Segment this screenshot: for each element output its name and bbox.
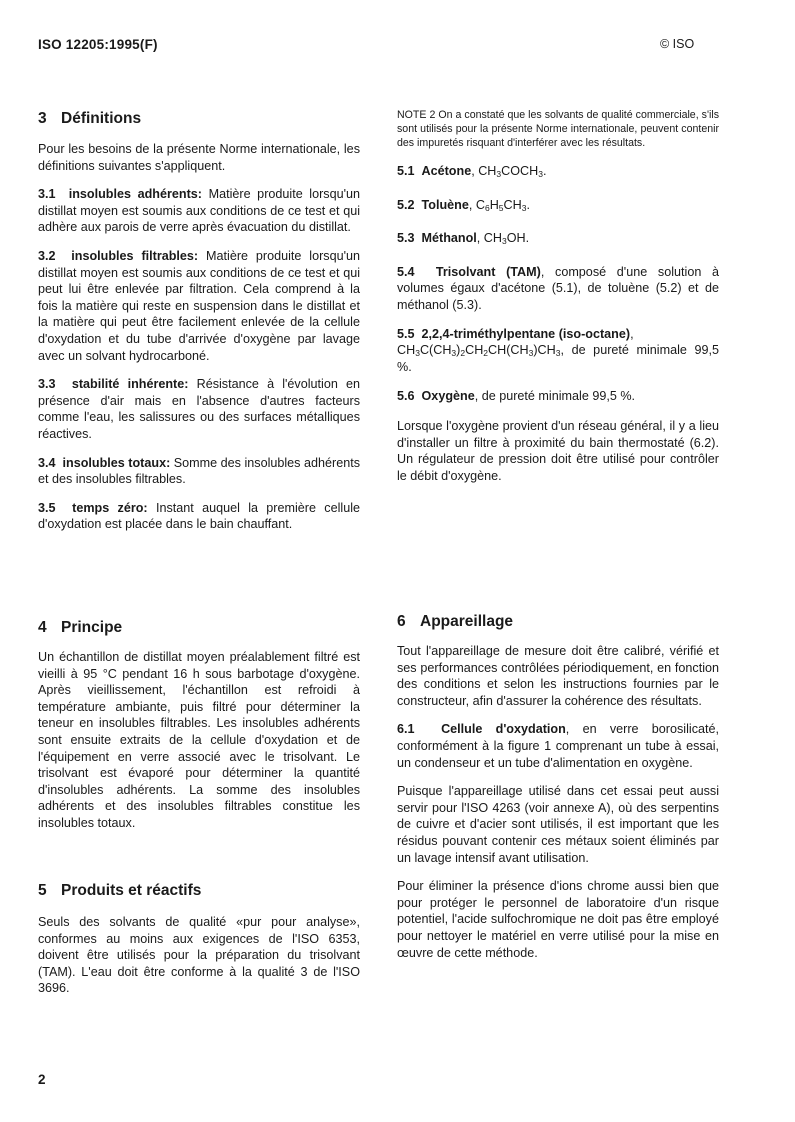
page-number: 2	[38, 1072, 46, 1087]
definition-3-1: 3.1 insolubles adhérents: Matière produite lorsqu'un distillat moyen est soumis aux conditions de ce test et qui adhère aux parois de verre après évacuation du distillat.	[38, 187, 361, 235]
section-4	[38, 619, 360, 832]
section-3-heading: 3 Définitions	[38, 110, 142, 127]
item-5-1: 5.1 Acétone, $CH_3COCH_3$.	[397, 164, 547, 179]
section-5-heading: 5 Produits et réactifs	[38, 882, 202, 899]
section-6-paragraph-2: Puisque l'appareillage utilisé dans cet essai peut aussi servir pour l'ISO 4263 (voir annexe A), où des serpentins de cuivre et d'acier sont utilisés, il est important que les résidus pouvant contenir ces métaux soient éliminés par un lavage intensif avant utilisation.	[397, 784, 719, 865]
section-3-intro: Pour les besoins de la présente Norme internationale, les définitions suivantes s'appliquent.	[38, 142, 360, 173]
definition-3-4: 3.4 insolubles totaux: Somme des insolubles adhérents et des insolubles filtrables.	[38, 455, 360, 487]
item-5-3: 5.3 Méthanol, $CH_3OH$.	[397, 231, 530, 247]
section-5-text: Seuls des solvants de qualité «pur pour analyse», conformes au moins aux exigences de l'ISO 6353, doivent être utilisés pour la préparation du trisolvant (TAM). L'eau doit être conforme à la qualité 3 de l'ISO 3696.	[38, 915, 360, 996]
section-4-text: Un échantillon de distillat moyen préalablement filtré est vieilli à 95 °C pendant 16 h sous barbotage d'oxygène. Après vieillissement, l'échantillon est refroidi à température ambiante, puis filtré pour déterminer la teneur en insolubles filtrables. Les insolubles adhérents sont ensuite extraits de la cellule d'oxydation et de l'équipement en verre associé avec le trisolvant. Le trisolvant est évaporé pour déterminer la quantité d'insolubles adhérents. La somme des insolubles adhérents et des insolubles filtrables constitue les insolubles totaux.	[38, 650, 360, 830]
section-3	[38, 110, 360, 533]
section-6-heading: 6 Appareillage	[397, 613, 514, 630]
item-6-1: 6.1 Cellule d'oxydation, en verre borosilicaté, conformément à la figure 1 comprenant un tube à essai, un condenseur et un tube d'alimentation en oxygène.	[397, 722, 719, 770]
section-5-continued	[397, 108, 719, 484]
item-5-4: 5.4 Trisolvant (TAM), composé d'une solution à volumes égaux d'acétone (5.1), de toluène (5.2) et de méthanol (5.3).	[397, 264, 720, 312]
definition-3-5: 3.5 temps zéro: Instant auquel la première cellule d'oxydation est placée dans le bain chauffant.	[38, 500, 361, 532]
copyright: © ISO	[660, 37, 695, 51]
section-6	[397, 613, 719, 961]
definition-3-3: 3.3 stabilité inhérente: Résistance à l'évolution en présence d'air mais en l'absence d'autres facteurs comme l'eau, les salissures ou des surfaces métalliques réactives.	[38, 377, 360, 441]
section-4-heading: 4 Principe	[38, 619, 123, 636]
definition-3-2: 3.2 insolubles filtrables: Matière produite lorsqu'un distillat moyen est soumis aux conditions de ce test et qui peut lui être enlevée par filtration. Cela comprend à la fois la matière qui reste en suspension dans le distillat et la matière qui peut être facilement enlevée de la cellule d'oxydation et du tube d'arrivée d'oxygène par lavage avec un solvant hydrocarboné.	[38, 248, 361, 363]
document-id: ISO 12205:1995(F)	[38, 37, 158, 52]
item-5-2: 5.2 Toluène, $C_6H_5CH_3$.	[397, 197, 530, 213]
section-5	[38, 882, 360, 997]
oxygen-paragraph: Lorsque l'oxygène provient d'un réseau général, il y a lieu d'installer un filtre à proximité du bain thermostaté (6.2). Un régulateur de pression doit être utilisé pour contrôler le débit d'oxygène.	[397, 418, 719, 483]
item-5-6: 5.6 Oxygène, de pureté minimale 99,5 %.	[397, 389, 636, 404]
note-2: NOTE 2 On a constaté que les solvants de qualité commerciale, s'ils sont utilisés pour la présente Norme internationale, peuvent contenir des impuretés risquant d'interférer avec les résultats.	[397, 109, 719, 149]
item-5-5: 5.5 2,2,4-triméthylpentane (iso-octane), $CH_3C(CH_3)_2CH_2CH(CH_3)CH_3$, de pureté minimale 99,5 %.	[397, 326, 719, 374]
section-6-intro: Tout l'appareillage de mesure doit être calibré, vérifié et ses performances contrôlées périodiquement, en fonction des conditions et selon les instructions fournies par le constructeur, afin d'assurer la cohérence des résultats.	[397, 644, 719, 708]
section-6-paragraph-3: Pour éliminer la présence d'ions chrome aussi bien que pour protéger le personnel de laboratoire d'un risque potentiel, l'acide sulfochromique ne doit pas être employé pour nettoyer le matériel en verre utilisé pour la mise en œuvre de cette méthode.	[397, 879, 719, 960]
